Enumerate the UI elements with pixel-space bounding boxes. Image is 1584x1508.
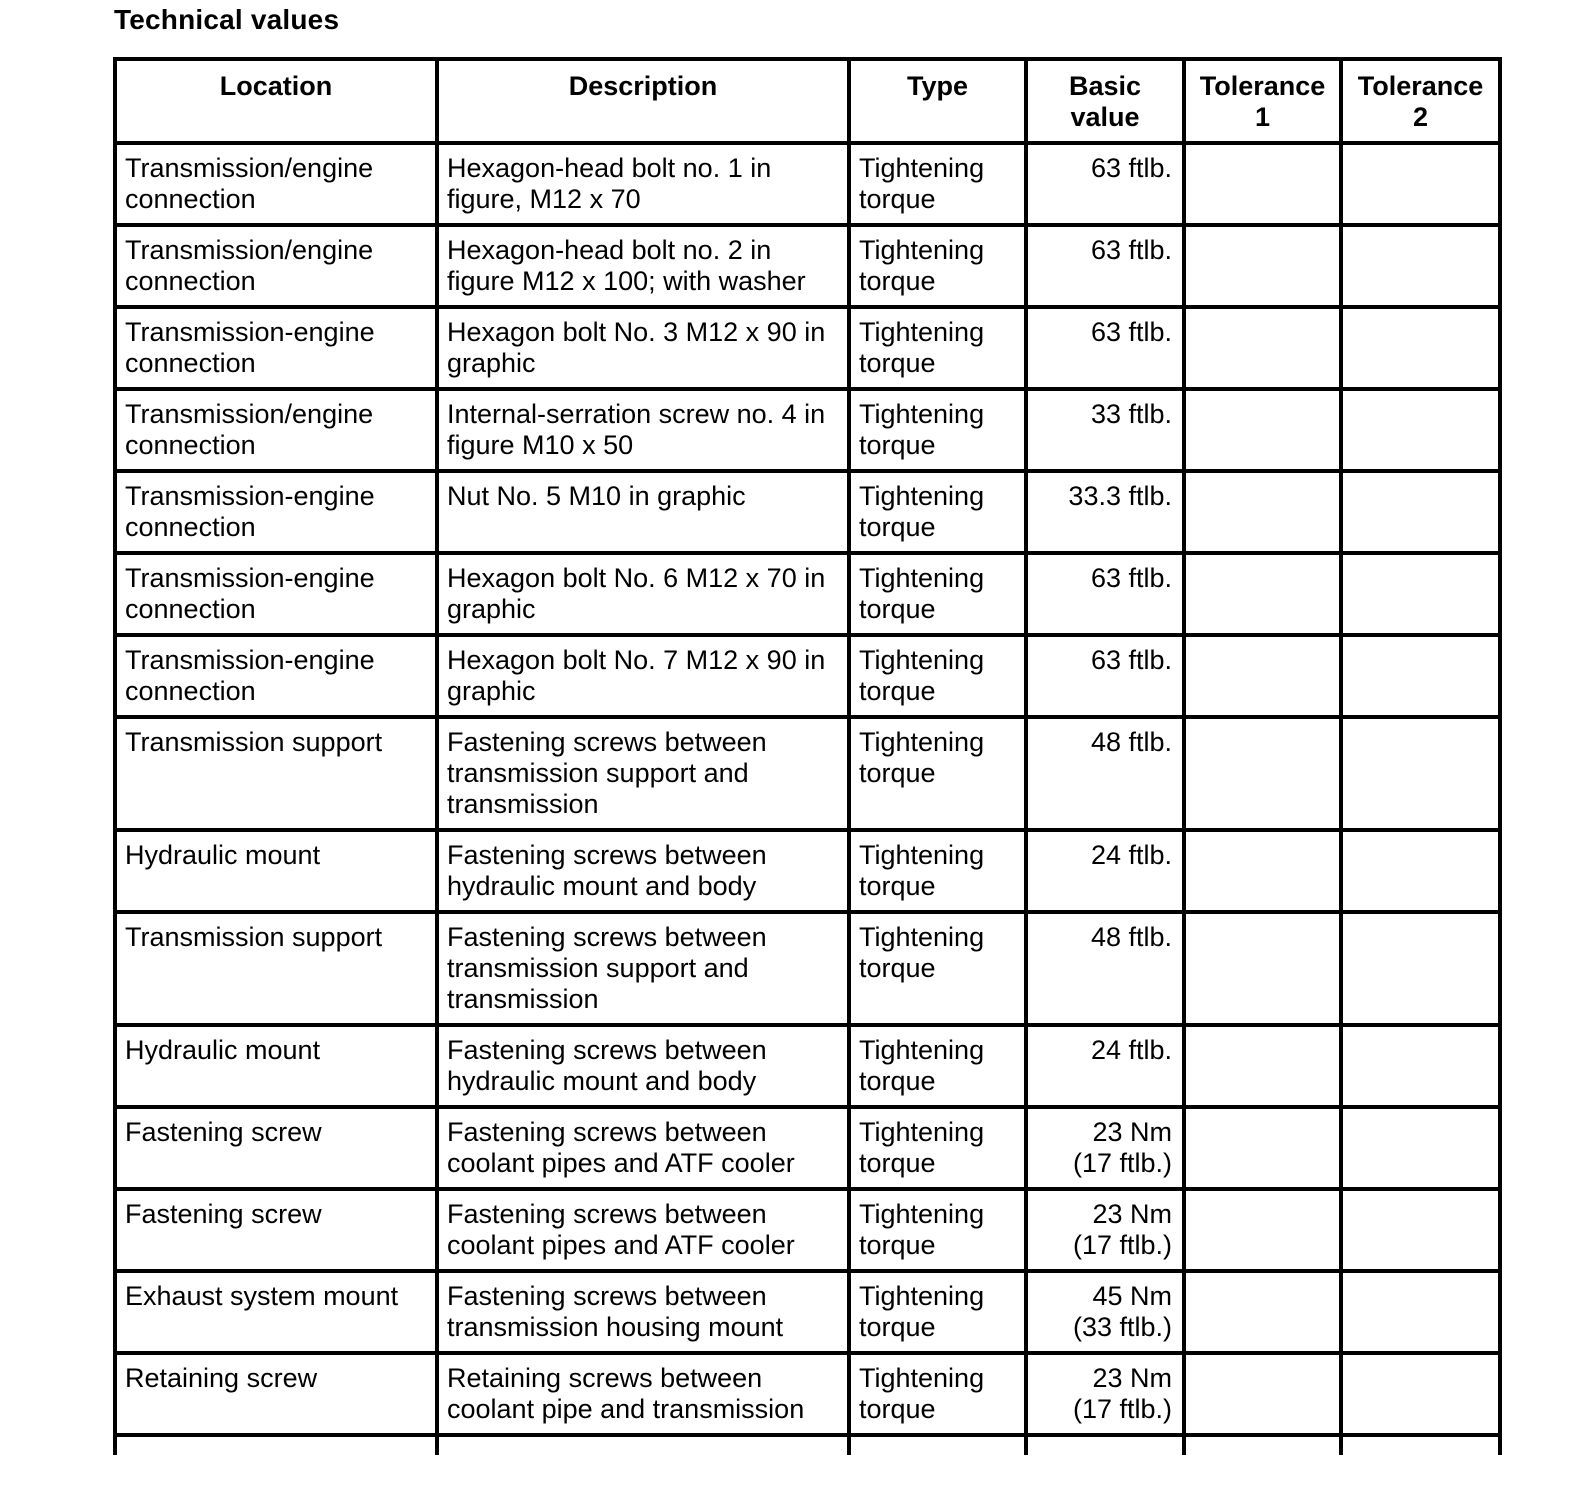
cell-type-line: Tightening xyxy=(859,1035,985,1065)
cell-description-line: Hexagon-head bolt no. 2 in xyxy=(447,235,772,265)
header-tolerance-1: Tolerance 1 xyxy=(1184,59,1341,143)
cell-location-line: Transmission/engine xyxy=(125,235,374,265)
cell-description-line: transmission xyxy=(447,984,599,1014)
cell-location-line: connection xyxy=(125,184,256,214)
table-row xyxy=(115,143,1500,225)
cell-description xyxy=(437,553,849,635)
cell-tolerance-1 xyxy=(1184,1025,1341,1107)
cell-basic-value xyxy=(1026,389,1184,471)
cell-location-line: Transmission-engine xyxy=(125,481,375,511)
cell-basic-value-line: 48 ftlb. xyxy=(1090,922,1172,952)
cell-type xyxy=(849,389,1026,471)
cell-tolerance-2 xyxy=(1341,717,1500,830)
cell-location xyxy=(115,1025,437,1107)
cell-location-line: Hydraulic mount xyxy=(125,1035,321,1065)
cell-tolerance-2 xyxy=(1341,307,1500,389)
cell-tolerance-1 xyxy=(1184,143,1341,225)
cell-description-line: Fastening screws between xyxy=(447,922,767,952)
cell-description-line: graphic xyxy=(447,348,536,378)
cell-tolerance-2 xyxy=(1341,1353,1500,1435)
cell-description-line: Hexagon bolt No. 3 M12 x 90 in xyxy=(447,317,826,347)
cell-location xyxy=(115,912,437,1025)
cell-location xyxy=(115,635,437,717)
cell-location xyxy=(115,830,437,912)
cell-type xyxy=(849,830,1026,912)
cell-location xyxy=(115,717,437,830)
cell-type xyxy=(849,143,1026,225)
table-row xyxy=(115,553,1500,635)
cell-description-line: Fastening screws between xyxy=(447,1199,767,1229)
continuation-cell xyxy=(1184,1435,1341,1455)
cell-location-line: Transmission-engine xyxy=(125,645,375,675)
cell-tolerance-1 xyxy=(1184,1107,1341,1189)
cell-description xyxy=(437,1353,849,1435)
cell-description xyxy=(437,717,849,830)
cell-description-line: transmission support and xyxy=(447,953,749,983)
cell-description xyxy=(437,143,849,225)
cell-type xyxy=(849,553,1026,635)
table-row xyxy=(115,471,1500,553)
cell-location xyxy=(115,307,437,389)
cell-type-line: Tightening xyxy=(859,727,985,757)
cell-tolerance-2 xyxy=(1341,635,1500,717)
cell-type xyxy=(849,1025,1026,1107)
continuation-cell xyxy=(115,1435,437,1455)
cell-description xyxy=(437,1271,849,1353)
cell-description-line: transmission support and xyxy=(447,758,749,788)
cell-type-line: Tightening xyxy=(859,563,985,593)
cell-type-line: Tightening xyxy=(859,1281,985,1311)
cell-type-line: Tightening xyxy=(859,153,985,183)
cell-location-line: connection xyxy=(125,266,256,296)
cell-basic-value-line: 63 ftlb. xyxy=(1090,563,1172,593)
cell-location xyxy=(115,225,437,307)
cell-type-line: torque xyxy=(859,266,936,296)
cell-description-line: Retaining screws between xyxy=(447,1363,763,1393)
cell-location-line: connection xyxy=(125,594,256,624)
table-row xyxy=(115,225,1500,307)
cell-type xyxy=(849,717,1026,830)
cell-type-line: torque xyxy=(859,1312,936,1342)
cell-basic-value xyxy=(1026,143,1184,225)
cell-location xyxy=(115,1353,437,1435)
cell-tolerance-2 xyxy=(1341,225,1500,307)
cell-description xyxy=(437,912,849,1025)
cell-tolerance-1 xyxy=(1184,1353,1341,1435)
cell-basic-value xyxy=(1026,471,1184,553)
cell-type-line: Tightening xyxy=(859,645,985,675)
header-type: Type xyxy=(849,59,1026,143)
cell-basic-value-line: 63 ftlb. xyxy=(1090,317,1172,347)
table-row xyxy=(115,307,1500,389)
cell-tolerance-2 xyxy=(1341,830,1500,912)
cell-tolerance-1 xyxy=(1184,471,1341,553)
cell-tolerance-2 xyxy=(1341,1107,1500,1189)
cell-description-line: Fastening screws between xyxy=(447,1281,767,1311)
header-description: Description xyxy=(437,59,849,143)
cell-location xyxy=(115,389,437,471)
cell-description-line: coolant pipes and ATF cooler xyxy=(447,1148,795,1178)
cell-basic-value xyxy=(1026,307,1184,389)
cell-location xyxy=(115,1189,437,1271)
cell-basic-value-line: 23 Nm xyxy=(1092,1199,1172,1229)
cell-basic-value-line: 33.3 ftlb. xyxy=(1068,481,1172,511)
cell-tolerance-2 xyxy=(1341,389,1500,471)
cell-description-line: coolant pipes and ATF cooler xyxy=(447,1230,795,1260)
cell-location-line: Transmission-engine xyxy=(125,563,375,593)
table-row xyxy=(115,389,1500,471)
cell-basic-value-line: 23 Nm xyxy=(1092,1363,1172,1393)
cell-type-line: Tightening xyxy=(859,481,985,511)
cell-basic-value-line: 63 ftlb. xyxy=(1090,235,1172,265)
cell-tolerance-2 xyxy=(1341,1025,1500,1107)
cell-description-line: figure M12 x 100; with washer xyxy=(447,266,806,296)
cell-type-line: Tightening xyxy=(859,840,985,870)
cell-description-line: Hexagon-head bolt no. 1 in xyxy=(447,153,772,183)
cell-location xyxy=(115,553,437,635)
cell-basic-value-line: 23 Nm xyxy=(1092,1117,1172,1147)
cell-description xyxy=(437,830,849,912)
cell-description-line: Fastening screws between xyxy=(447,1117,767,1147)
cell-description xyxy=(437,1189,849,1271)
table-row xyxy=(115,635,1500,717)
cell-basic-value xyxy=(1026,717,1184,830)
table-row xyxy=(115,830,1500,912)
cell-type-line: torque xyxy=(859,758,936,788)
cell-type-line: torque xyxy=(859,1230,936,1260)
cell-description-line: Fastening screws between xyxy=(447,840,767,870)
table-row xyxy=(115,1189,1500,1271)
table-body xyxy=(115,143,1500,1455)
cell-description-line: figure M10 x 50 xyxy=(447,430,634,460)
table-row xyxy=(115,1271,1500,1353)
cell-description-line: Hexagon bolt No. 7 M12 x 90 in xyxy=(447,645,826,675)
cell-basic-value-line: 63 ftlb. xyxy=(1090,645,1172,675)
cell-basic-value xyxy=(1026,635,1184,717)
cell-type-line: Tightening xyxy=(859,1363,985,1393)
cell-description xyxy=(437,389,849,471)
cell-basic-value xyxy=(1026,1107,1184,1189)
cell-location-line: Exhaust system mount xyxy=(125,1281,399,1311)
cell-basic-value-line: (17 ftlb.) xyxy=(1072,1230,1172,1260)
cell-tolerance-1 xyxy=(1184,1271,1341,1353)
cell-type-line: Tightening xyxy=(859,922,985,952)
cell-location-line: Transmission/engine xyxy=(125,399,374,429)
table-row xyxy=(115,1353,1500,1435)
cell-type xyxy=(849,635,1026,717)
cell-description xyxy=(437,1025,849,1107)
cell-location xyxy=(115,143,437,225)
cell-description-line: Fastening screws between xyxy=(447,1035,767,1065)
header-tolerance-2: Tolerance 2 xyxy=(1341,59,1500,143)
cell-type xyxy=(849,912,1026,1025)
cell-description-line: Fastening screws between xyxy=(447,727,767,757)
cell-description-line: graphic xyxy=(447,676,536,706)
continuation-cell xyxy=(437,1435,849,1455)
cell-type xyxy=(849,1189,1026,1271)
cell-type-line: torque xyxy=(859,184,936,214)
cell-location-line: Retaining screw xyxy=(125,1363,318,1393)
cell-tolerance-1 xyxy=(1184,912,1341,1025)
continuation-cell xyxy=(1026,1435,1184,1455)
cell-type-line: torque xyxy=(859,1394,936,1424)
cell-type-line: torque xyxy=(859,676,936,706)
cell-basic-value-line: (17 ftlb.) xyxy=(1072,1394,1172,1424)
cell-description xyxy=(437,635,849,717)
cell-description-line: hydraulic mount and body xyxy=(447,1066,757,1096)
cell-tolerance-2 xyxy=(1341,912,1500,1025)
cell-description-line: transmission housing mount xyxy=(447,1312,784,1342)
cell-description-line: transmission xyxy=(447,789,599,819)
cell-type-line: torque xyxy=(859,1148,936,1178)
cell-tolerance-1 xyxy=(1184,1189,1341,1271)
cell-type-line: torque xyxy=(859,1066,936,1096)
cell-tolerance-1 xyxy=(1184,717,1341,830)
cell-tolerance-2 xyxy=(1341,553,1500,635)
cell-location xyxy=(115,1271,437,1353)
cell-type-line: torque xyxy=(859,871,936,901)
table-row xyxy=(115,1107,1500,1189)
cell-description xyxy=(437,1107,849,1189)
cell-tolerance-2 xyxy=(1341,1271,1500,1353)
cell-description-line: graphic xyxy=(447,594,536,624)
cell-type xyxy=(849,1353,1026,1435)
cell-location-line: Transmission/engine xyxy=(125,153,374,183)
continuation-cell xyxy=(1341,1435,1500,1455)
cell-type-line: torque xyxy=(859,953,936,983)
cell-tolerance-2 xyxy=(1341,143,1500,225)
cell-type-line: Tightening xyxy=(859,317,985,347)
cell-type-line: torque xyxy=(859,430,936,460)
cell-tolerance-1 xyxy=(1184,389,1341,471)
cell-tolerance-1 xyxy=(1184,307,1341,389)
cell-location-line: Transmission-engine xyxy=(125,317,375,347)
cell-type xyxy=(849,471,1026,553)
cell-basic-value-line: 48 ftlb. xyxy=(1090,727,1172,757)
cell-basic-value-line: 24 ftlb. xyxy=(1090,1035,1172,1065)
cell-basic-value xyxy=(1026,553,1184,635)
cell-tolerance-2 xyxy=(1341,1189,1500,1271)
cell-basic-value xyxy=(1026,1271,1184,1353)
cell-type-line: torque xyxy=(859,512,936,542)
table-row xyxy=(115,912,1500,1025)
cell-location-line: Fastening screw xyxy=(125,1117,322,1147)
cell-basic-value xyxy=(1026,830,1184,912)
cell-location-line: Transmission support xyxy=(125,727,383,757)
cell-basic-value xyxy=(1026,225,1184,307)
cell-tolerance-2 xyxy=(1341,471,1500,553)
cell-basic-value xyxy=(1026,912,1184,1025)
cell-tolerance-1 xyxy=(1184,225,1341,307)
cell-type-line: torque xyxy=(859,348,936,378)
continuation-cell xyxy=(849,1435,1026,1455)
cell-type xyxy=(849,1271,1026,1353)
page-title: Technical values xyxy=(114,4,340,35)
cell-description-line: hydraulic mount and body xyxy=(447,871,757,901)
table-row xyxy=(115,1025,1500,1107)
header-basic-value: Basic value xyxy=(1026,59,1184,143)
cell-basic-value xyxy=(1026,1353,1184,1435)
cell-basic-value-line: 63 ftlb. xyxy=(1090,153,1172,183)
cell-description-line: Nut No. 5 M10 in graphic xyxy=(447,481,746,511)
cell-location xyxy=(115,471,437,553)
cell-location-line: Transmission support xyxy=(125,922,383,952)
cell-location-line: Fastening screw xyxy=(125,1199,322,1229)
cell-basic-value-line: 24 ftlb. xyxy=(1090,840,1172,870)
cell-description-line: Hexagon bolt No. 6 M12 x 70 in xyxy=(447,563,826,593)
cell-location-line: connection xyxy=(125,348,256,378)
cell-tolerance-1 xyxy=(1184,830,1341,912)
cell-description xyxy=(437,471,849,553)
cell-basic-value xyxy=(1026,1025,1184,1107)
cell-description xyxy=(437,307,849,389)
cell-description-line: Internal-serration screw no. 4 in xyxy=(447,399,826,429)
cell-type-line: Tightening xyxy=(859,1199,985,1229)
cell-type-line: Tightening xyxy=(859,235,985,265)
cell-basic-value-line: (17 ftlb.) xyxy=(1072,1148,1172,1178)
cell-basic-value-line: (33 ftlb.) xyxy=(1072,1312,1172,1342)
header-location: Location xyxy=(115,59,437,143)
cell-type-line: torque xyxy=(859,594,936,624)
cell-location-line: Hydraulic mount xyxy=(125,840,321,870)
cell-tolerance-1 xyxy=(1184,635,1341,717)
cell-type xyxy=(849,225,1026,307)
table-row xyxy=(115,717,1500,830)
cell-type-line: Tightening xyxy=(859,1117,985,1147)
table-header-row xyxy=(115,59,1500,143)
cell-location-line: connection xyxy=(125,430,256,460)
cell-location-line: connection xyxy=(125,676,256,706)
cell-description-line: coolant pipe and transmission xyxy=(447,1394,805,1424)
cell-location-line: connection xyxy=(125,512,256,542)
cell-type xyxy=(849,307,1026,389)
cell-basic-value-line: 45 Nm xyxy=(1092,1281,1172,1311)
cell-location xyxy=(115,1107,437,1189)
cell-description-line: figure, M12 x 70 xyxy=(447,184,641,214)
cell-basic-value xyxy=(1026,1189,1184,1271)
cell-description xyxy=(437,225,849,307)
cell-type-line: Tightening xyxy=(859,399,985,429)
table-continuation-row xyxy=(115,1435,1500,1455)
technical-values-table xyxy=(113,57,1502,1455)
cell-basic-value-line: 33 ftlb. xyxy=(1090,399,1172,429)
cell-tolerance-1 xyxy=(1184,553,1341,635)
cell-type xyxy=(849,1107,1026,1189)
